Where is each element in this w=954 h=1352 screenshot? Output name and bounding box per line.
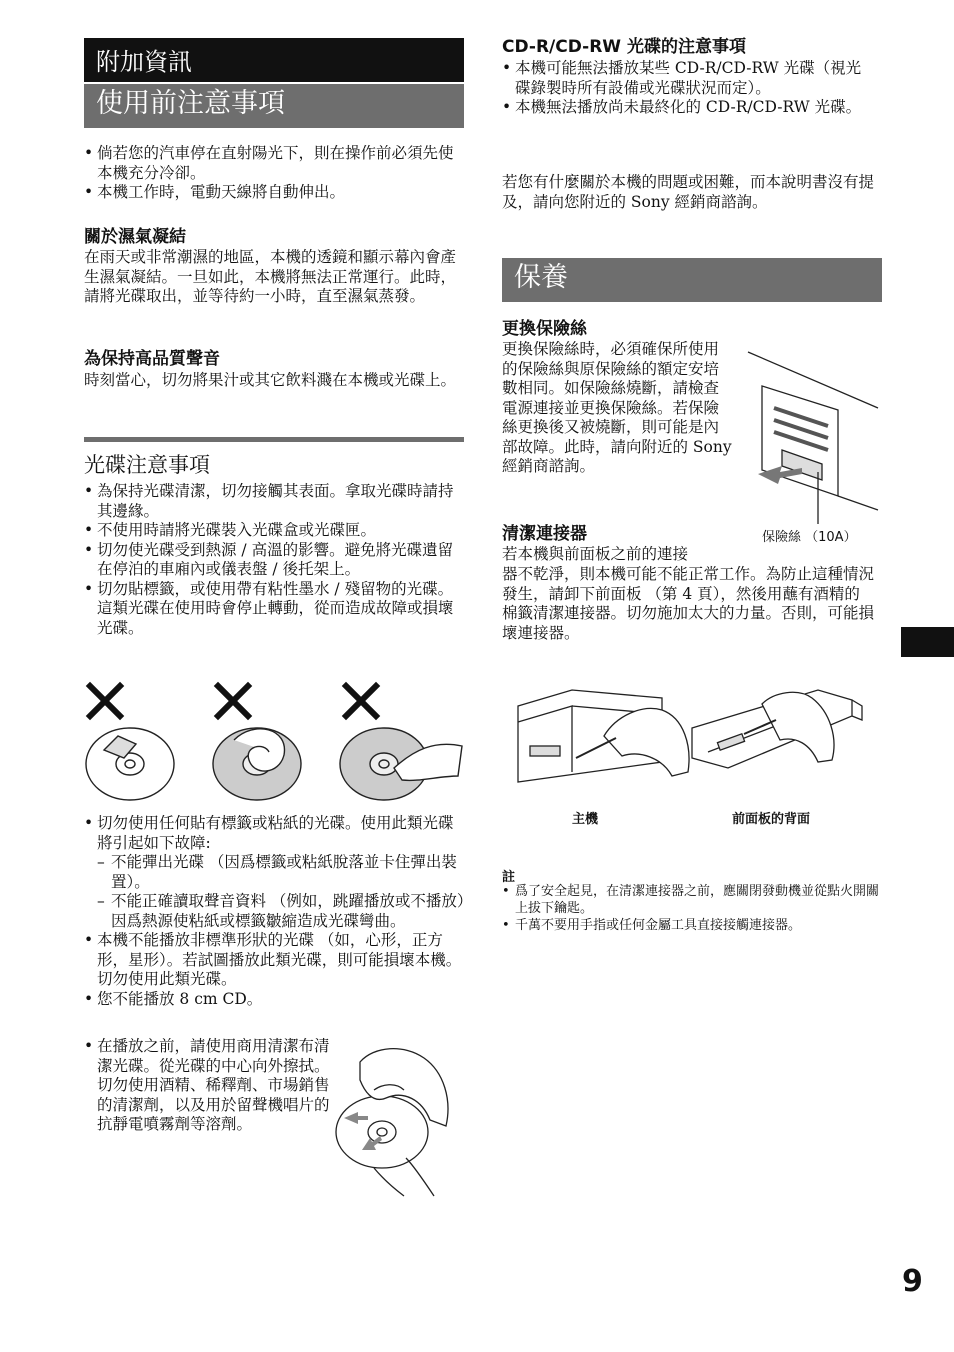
disc-cleaning-item: • 在播放之前，請使用商用清潔布清潔光碟。從光碟的中心向外擦拭。切勿使用酒精、稀釋劑、市場銷售的清潔劑，以及用於留聲機唱片的抗靜電噴霧劑等溶劑。 xyxy=(84,1037,332,1135)
cdr-item: • 本機無法播放尚未最終化的 CD-R/CD-RW 光碟。 xyxy=(502,98,874,118)
cdr-list xyxy=(502,59,874,118)
connector-cleaning-illustrations xyxy=(512,676,884,802)
note-heading: 註 xyxy=(502,870,516,885)
disc-illustrations xyxy=(84,680,474,810)
disc-with-label-icon xyxy=(86,728,174,800)
connector-heading: 清潔連接器 xyxy=(502,524,587,544)
caption-main-unit: 主機 xyxy=(572,812,599,827)
prohibited-x-icon xyxy=(218,686,248,716)
cdr-item: • 本機可能無法播放某些 CD-R/CD-RW 光碟（視光碟錄製時所有設備或光碟狀況而定）。 xyxy=(502,59,874,98)
fuse-heading: 更換保險絲 xyxy=(502,319,587,339)
category-heading: 附加資訊 xyxy=(84,38,464,82)
cdr-heading: CD-R/CD-RW 光碟的注意事項 xyxy=(502,37,746,57)
contact-dealer-text: 若您有什麼關於本機的問題或困難，而本說明書沒有提及，請向您附近的 Sony 經銷商諮詢。 xyxy=(502,173,875,211)
disc-with-residue-icon xyxy=(340,728,462,800)
note-item: • 爲了安全起見，在清潔連接器之前，應關閉發動機並從點火開關上拔下鑰匙。 xyxy=(502,883,882,917)
sound-quality-text: 時刻當心，切勿將果汁或其它飲料濺在本機或光碟上。 xyxy=(84,371,457,389)
disc-note-item: • 不使用時請將光碟裝入光碟盒或光碟匣。 xyxy=(84,521,466,541)
precaution-item: • 倘若您的汽車停在直射陽光下，則在操作前必須先使本機充分冷卻。 xyxy=(84,144,466,183)
section-title-maintenance: 保養 xyxy=(502,258,882,302)
fuse-text: 更換保險絲時，必須確保所使用的保險絲與原保險絲的額定安培數相同。如保險絲燒斷，請檢查電源連接並更換保險絲。若保險絲更換後又被燒斷，則可能是內部故障。此時，請向附近的 Sony 經銷商諮詢。 xyxy=(502,340,732,475)
caption-front-panel-back: 前面板的背面 xyxy=(732,812,811,827)
note-list xyxy=(502,883,882,934)
prohibited-x-icon xyxy=(90,686,120,716)
precaution-item: • 本機工作時，電動天線將自動伸出。 xyxy=(84,183,466,203)
disc-notes-heading: 光碟注意事項 xyxy=(84,453,210,477)
disc-note-item: • 切勿貼標籤，或使用帶有粘性墨水 / 殘留物的光碟。這類光碟在使用時會停止轉動，從而造成故障或損壞光碟。 xyxy=(84,580,466,639)
disc-size-item: • 您不能播放 8 cm CD。 xyxy=(84,990,466,1010)
connector-text-rest: 器不乾淨，則本機可能不能正常工作。為防止這種情況發生，請卸下前面板 （第 4 頁），然後用蘸有酒精的棉籤清潔連接器。切勿施加太大的力量。否則，可能損壞連接器。 xyxy=(502,565,875,642)
disc-note-item: • 為保持光碟清潔，切勿接觸其表面。拿取光碟時請持其邊緣。 xyxy=(84,482,466,521)
sticker-warning-block xyxy=(84,814,466,1009)
fuse-illustration xyxy=(742,346,882,524)
disc-wiping-illustration xyxy=(334,1040,464,1198)
note-item: • 千萬不要用手指或任何金屬工具直接接觸連接器。 xyxy=(502,917,882,934)
condensation-text: 在雨天或非常潮濕的地區，本機的透鏡和顯示幕內會產生濕氣凝結。一旦如此，本機將無法正常運行。此時，請將光碟取出，並等待約一小時，直至濕氣蒸發。 xyxy=(84,248,457,305)
sticker-fault-item: – 不能彈出光碟 （因爲標籤或粘紙脫落並卡住彈出裝置）。 xyxy=(97,853,466,892)
connector-text-short: 若本機與前面板之前的連接 xyxy=(502,545,689,563)
condensation-heading: 關於濕氣凝結 xyxy=(84,227,186,247)
connector-icon xyxy=(530,746,560,756)
disc-note-item: • 切勿使光碟受到熱源 / 高溫的影響。避免將光碟遺留在停泊的車廂內或儀表盤 / 後托架上。 xyxy=(84,541,466,580)
section-title-precautions: 使用前注意事項 xyxy=(84,84,464,128)
disc-notes-list xyxy=(84,482,466,638)
disc-cleaning-block xyxy=(84,1037,332,1135)
sticker-warning-item xyxy=(84,814,466,931)
front-panel-back-illustration xyxy=(692,690,862,768)
sound-quality-heading: 為保持高品質聲音 xyxy=(84,349,220,369)
page-number: 9 xyxy=(902,1264,923,1299)
prohibited-x-icon xyxy=(346,686,376,716)
main-unit-illustration xyxy=(518,690,689,782)
section-tab-marker xyxy=(901,627,954,657)
section-divider xyxy=(84,437,464,442)
precautions-block xyxy=(84,144,466,203)
sticker-fault-item: – 不能正確讀取聲音資料 （例如，跳躍播放或不播放）因爲熱源使粘紙或標籤皺縮造成光碟彎曲。 xyxy=(97,892,466,931)
disc-icon xyxy=(336,1096,428,1168)
sticker-warning-text: 切勿使用任何貼有標籤或粘紙的光碟。使用此類光碟將引起如下故障: xyxy=(97,814,454,852)
fuse-label: 保險絲 （10A） xyxy=(762,530,857,545)
disc-shape-item: • 本機不能播放非標準形狀的光碟 （如，心形，正方形，星形）。若試圖播放此類光碟，則可能損壞本機。切勿使用此類光碟。 xyxy=(84,931,466,990)
disc-with-sticker-icon xyxy=(213,728,301,800)
